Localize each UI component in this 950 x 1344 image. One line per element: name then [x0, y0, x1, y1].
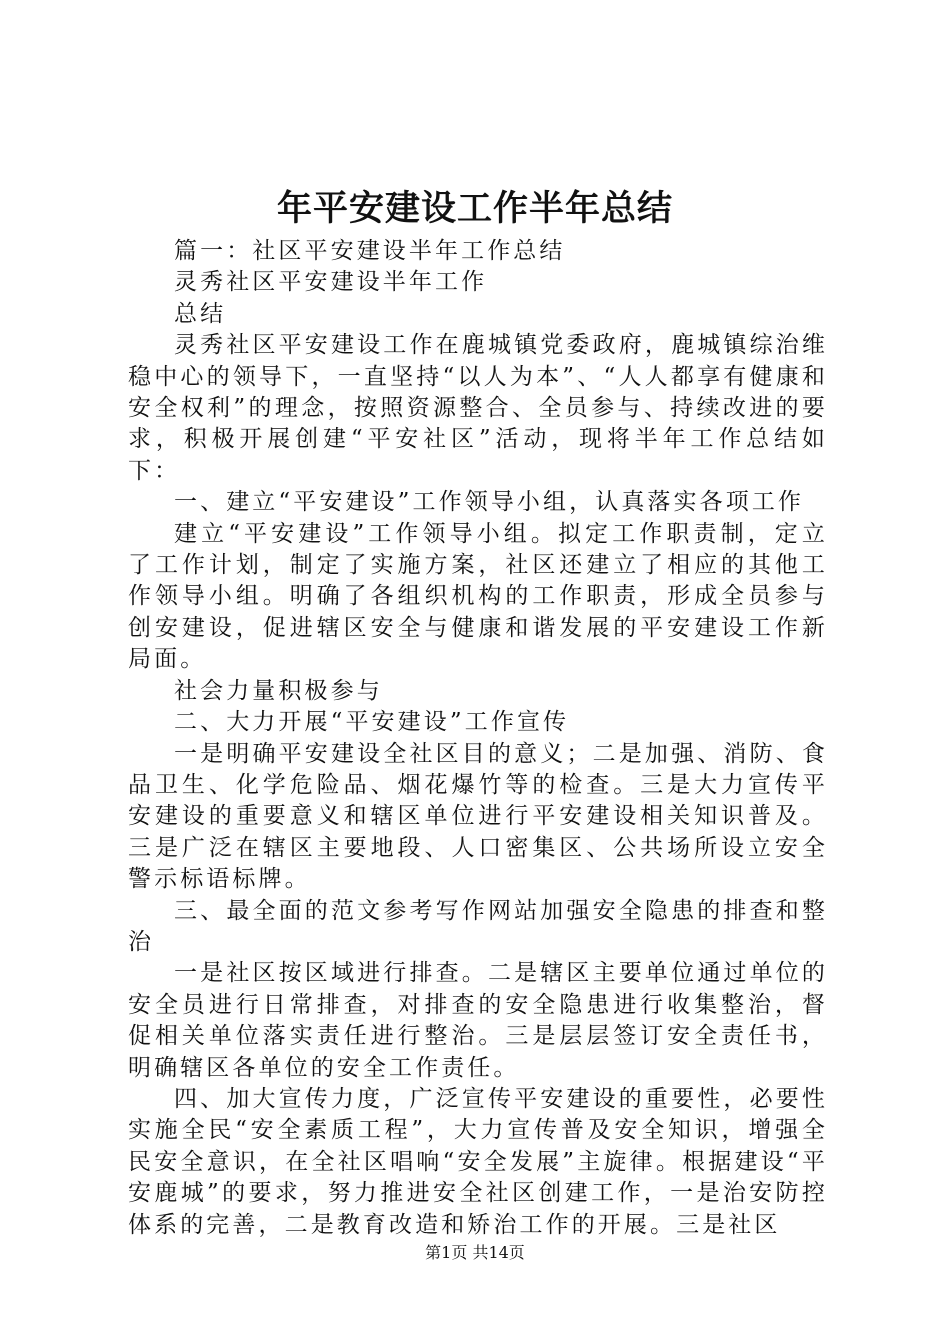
paragraph-body-2: 一是明确平安建设全社区目的意义；二是加强、消防、食品卫生、化学危险品、烟花爆竹等的检查。三是大力宣传平安建设的重要意义和辖区单位进行平安建设相关知识普及。三是广泛在辖区主要地段、人口密集区、公共场所设立安全警示标语标牌。: [128, 740, 828, 893]
paragraph-section-heading: 篇一：社区平安建设半年工作总结: [174, 238, 566, 264]
document-body: [128, 236, 828, 1241]
paragraph-body-3: 一是社区按区域进行排查。二是辖区主要单位通过单位的安全员进行日常排查，对排查的安全隐患进行收集整治，督促相关单位落实责任进行整治。三是层层签订安全责任书，明确辖区各单位的安全工作责任。: [128, 960, 828, 1081]
paragraph-body-4: 四、加大宣传力度，广泛宣传平安建设的重要性，必要性实施全民“安全素质工程”，大力宣传普及安全知识，增强全民安全意识，在全社区唱响“安全发展”主旋律。根据建设“平安鹿城”的要求，努力推进安全社区创建工作，一是治安防控体系的完善，二是教育改造和矫治工作的开展。三是社区: [128, 1085, 828, 1238]
document-title: 年平安建设工作半年总结: [276, 188, 673, 229]
paragraph-body-1: 建立“平安建设”工作领导小组。拟定工作职责制，定立了工作计划，制定了实施方案，社区还建立了相应的其他工作领导小组。明确了各组织机构的工作职责，形成全员参与创安建设，促进辖区安全与健康和谐发展的平安建设工作新局面。: [128, 520, 828, 673]
paragraph-subtitle: 灵秀社区平安建设半年工作: [174, 269, 488, 296]
paragraph-subtitle-cont: 总结: [174, 300, 227, 327]
paragraph-intro: 灵秀社区平安建设工作在鹿城镇党委政府，鹿城镇综治维稳中心的领导下，一直坚持“以人为本”、“人人都享有健康和安全权利”的理念，按照资源整合、全员参与、持续改进的要求，积极开展创建“平安社区”活动，现将半年工作总结如下：: [128, 332, 828, 484]
paragraph-heading-2: 二、大力开展“平安建设”工作宣传: [174, 709, 570, 736]
paragraph-heading-3: 三、最全面的范文参考写作网站加强安全隐患的排查和整治: [128, 897, 828, 955]
paragraph-note: 社会力量积极参与: [174, 677, 383, 704]
paragraph-heading-1: 一、建立“平安建设”工作领导小组，认真落实各项工作: [174, 489, 805, 516]
page-number: 第1页 共14页: [425, 1243, 525, 1262]
